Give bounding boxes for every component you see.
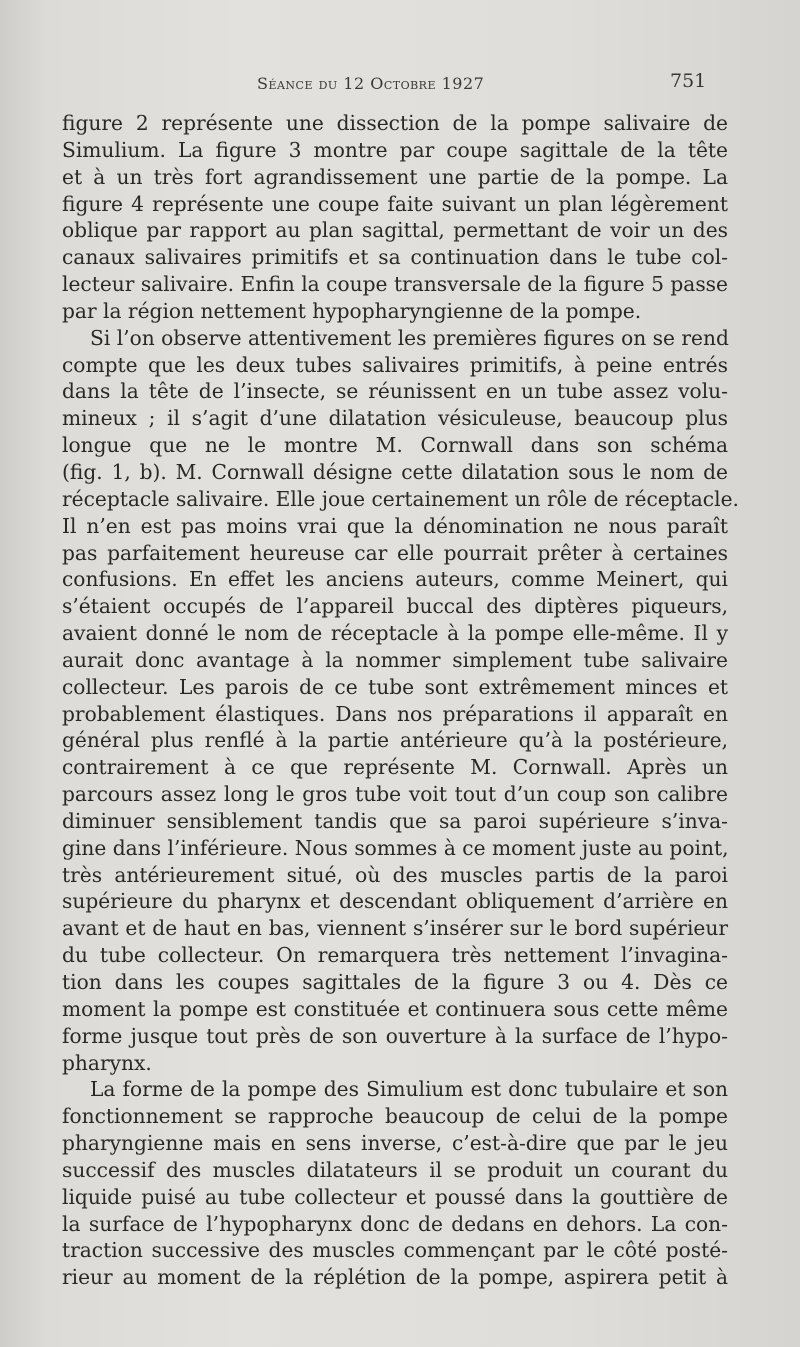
text-line: compte que les deux tubes salivaires primitifs, à peine entrés [62, 352, 728, 377]
text-line: contrairement à ce que représente M. Cornwall. Après un [62, 755, 728, 780]
text-line: Simulium. La figure 3 montre par coupe sagittale de la tête [62, 137, 728, 162]
text-line: et à un très fort agrandissement une partie de la pompe. La [62, 164, 728, 189]
text-line: général plus renflé à la partie antérieure qu’à la postérieure, [62, 728, 728, 753]
text-line: avant et de haut en bas, viennent s’insérer sur le bord supérieur [62, 916, 728, 941]
text-line: Si l’on observe attentivement les premières figures on se rend [90, 325, 729, 350]
text-line: gine dans l’inférieure. Nous sommes à ce moment juste au point, [62, 835, 729, 860]
text-line: traction successive des muscles commençant par le côté posté- [62, 1238, 728, 1263]
text-line: successif des muscles dilatateurs il se produit un courant du [62, 1157, 728, 1182]
text-line: pharynx. [62, 1050, 152, 1075]
text-line: figure 2 représente une dissection de la pompe salivaire de [62, 111, 728, 135]
text-line: tion dans les coupes sagittales de la figure 3 ou 4. Dès ce [62, 970, 728, 994]
text-line: s’étaient occupés de l’appareil buccal des diptères piqueurs, [62, 594, 728, 619]
text-line: supérieure du pharynx et descendant obliquement d’arrière en [62, 889, 728, 914]
text-line: (fig. 1, b). M. Cornwall désigne cette dilatation sous le nom de [62, 459, 728, 484]
text-line: figure 4 représente une coupe faite suivant un plan légèrement [62, 191, 728, 216]
text-line: parcours assez long le gros tube voit tout d’un coup son calibre [62, 782, 728, 807]
text-line: lecteur salivaire. Enfin la coupe transversale de la figure 5 passe [62, 272, 728, 297]
text-line: pas parfaitement heureuse car elle pourrait prêter à certaines [62, 540, 728, 565]
text-line: pharyngienne mais en sens inverse, c’est-à-dire que par le jeu [62, 1131, 728, 1156]
text-line: probablement élastiques. Dans nos préparations il apparaît en [62, 701, 728, 726]
text-line: confusions. En effet les anciens auteurs, comme Meinert, qui [62, 567, 728, 592]
text-line: diminuer sensiblement tandis que sa paroi supérieure s’inva- [62, 808, 728, 833]
text-line: la surface de l’hypopharynx donc de dedans en dehors. La con- [62, 1211, 728, 1236]
text-line: fonctionnement se rapproche beaucoup de celui de la pompe [62, 1104, 728, 1129]
text-line: par la région nettement hypopharyngienne de la pompe. [62, 298, 642, 323]
running-title: Séance du 12 Octobre 1927 [257, 74, 485, 93]
text-line: Il n’en est pas moins vrai que la dénomination ne nous paraît [62, 513, 728, 538]
body-text [62, 110, 739, 1291]
text-line: réceptacle salivaire. Elle joue certainement un rôle de réceptacle. [62, 486, 739, 511]
text-line: canaux salivaires primitifs et sa continuation dans le tube col- [62, 245, 728, 270]
text-line: collecteur. Les parois de ce tube sont extrêmement minces et [62, 674, 728, 699]
text-line: du tube collecteur. On remarquera très nettement l’invagina- [62, 943, 728, 968]
text-line: rieur au moment de la réplétion de la pompe, aspirera petit à [62, 1265, 728, 1290]
text-line: oblique par rapport au plan sagittal, permettant de voir un des [62, 218, 728, 243]
text-line: mineux ; il s’agit d’une dilatation vésiculeuse, beaucoup plus [62, 406, 728, 431]
page-number: 751 [670, 70, 707, 92]
text-line: avaient donné le nom de réceptacle à la pompe elle-même. Il y [62, 621, 728, 646]
text-line: forme jusque tout près de son ouverture à la surface de l’hypo- [62, 1023, 728, 1048]
text-line: longue que ne le montre M. Cornwall dans son schéma [62, 433, 728, 458]
text-line: très antérieurement situé, où des muscles partis de la paroi [62, 862, 728, 887]
text-line: liquide puisé au tube collecteur et poussé dans la gouttière de [62, 1184, 728, 1209]
text-line: aurait donc avantage à la nommer simplement tube salivaire [62, 647, 728, 672]
text-line: moment la pompe est constituée et continuera sous cette même [62, 996, 728, 1021]
text-line: dans la tête de l’insecte, se réunissent en un tube assez volu- [62, 379, 728, 404]
page-header [0, 70, 800, 100]
text-line: La forme de la pompe des Simulium est donc tubulaire et son [90, 1077, 728, 1102]
